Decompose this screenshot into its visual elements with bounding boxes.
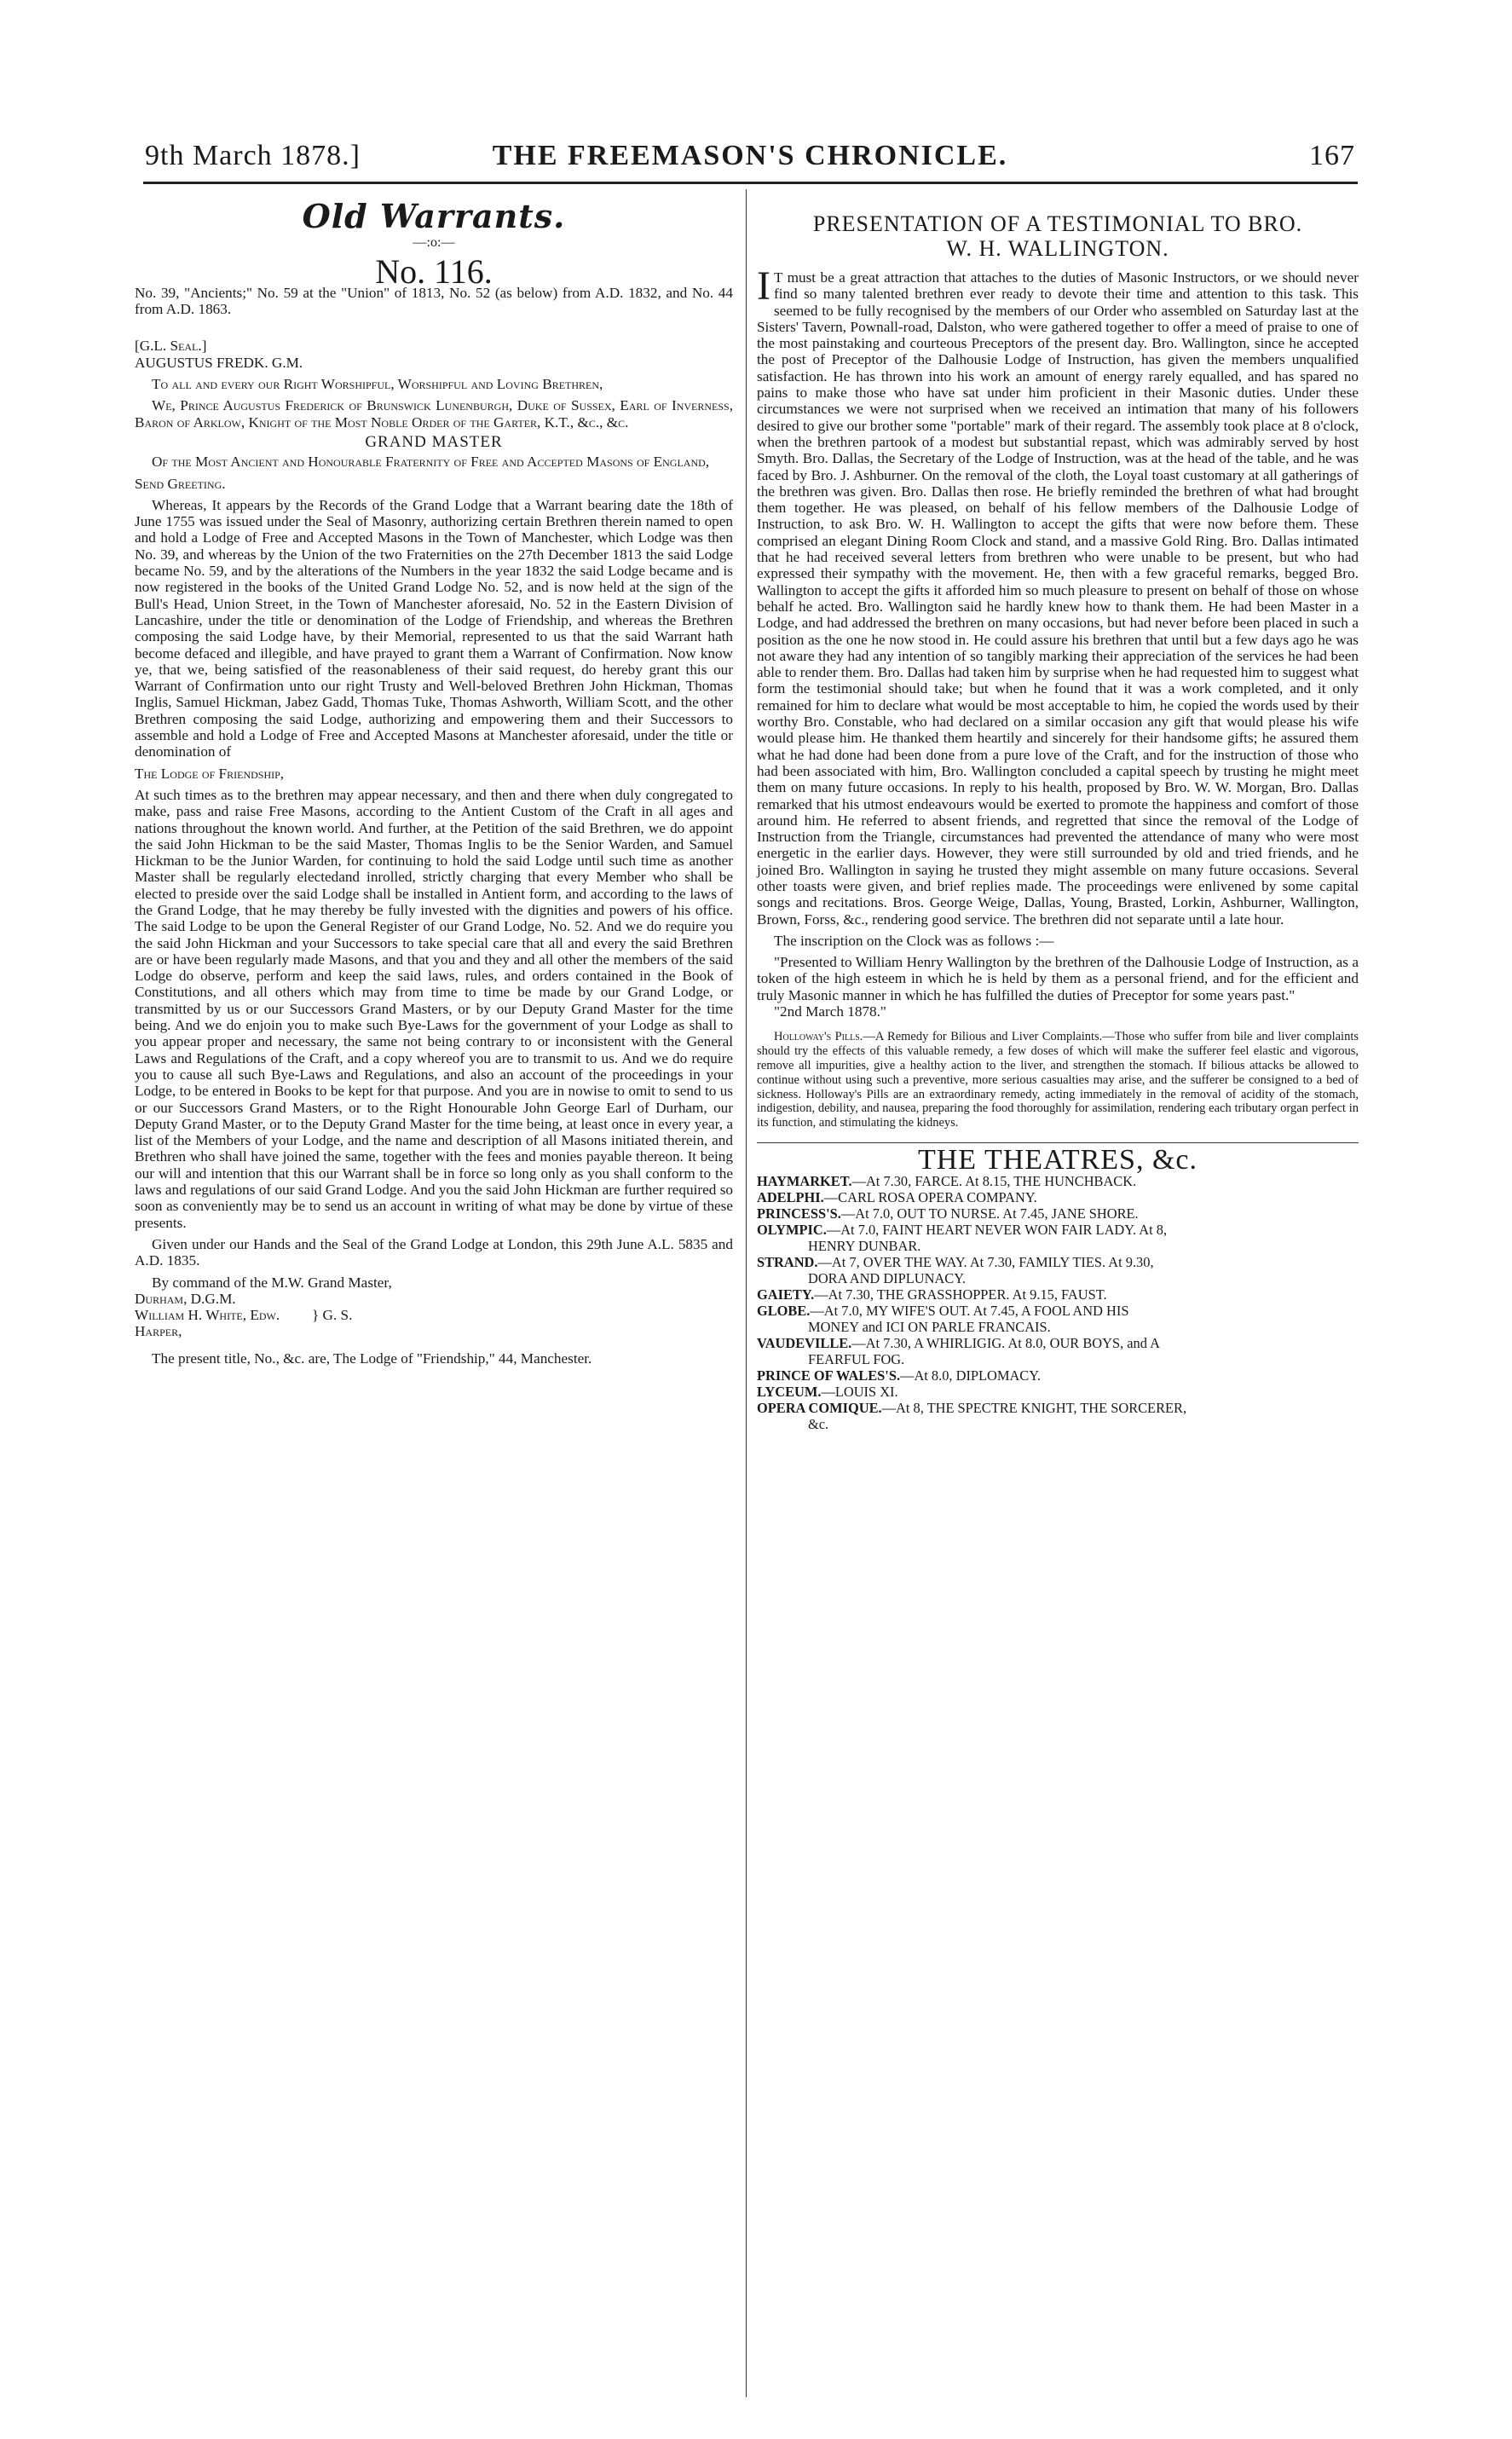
warrant-intro: No. 39, "Ancients;" No. 59 at the "Union" of 1813, No. 52 (as below) from A.D. 1832, and No. 44 from A.D. 1863. xyxy=(135,284,733,318)
drop-cap: I xyxy=(757,263,770,309)
theatre-program: —At 7, OVER THE WAY. At 7.30, FAMILY TIES. At 9.30, xyxy=(817,1254,1154,1271)
prince-titles: We, Prince Augustus Frederick of Brunswick Lunenburgh, Duke of Sussex, Earl of Inverness, Baron of Arklow, Knight of the Most Noble Order of the Garter, K.T., &c., &c. xyxy=(135,397,733,431)
theatre-list xyxy=(757,1173,1359,1432)
by-command: By command of the M.W. Grand Master, xyxy=(152,1274,392,1291)
theatre-program: —LOUIS XI. xyxy=(821,1384,898,1401)
ornament: —:o:— xyxy=(413,235,455,251)
theatre-listing xyxy=(757,1303,1359,1335)
article-title-line-1: PRESENTATION OF A TESTIMONIAL TO BRO. xyxy=(812,211,1303,236)
theatre-program: —At 8, THE SPECTRE KNIGHT, THE SORCERER, xyxy=(881,1400,1187,1417)
theatre-name: VAUDEVILLE. xyxy=(757,1335,852,1352)
issue-date: 9th March 1878.] xyxy=(145,140,361,171)
inscription-intro: The inscription on the Clock was as follows :— xyxy=(774,932,1054,949)
warrant-paragraph-1: Whereas, It appears by the Records of the Grand Lodge that a Warrant bearing date the 18th of June 1755 was issued under the Seal of Masonry, authorizing certain Brethren therein named to open and hold a Lodge of Free and Accepted Masons in the Town of Manchester, which Lodge was then No. 39, and whereas by the Union of the two Fraternities on the 27th December 1813 the said Lodge became No. 59, and by the alterations of the Numbers in the year 1832 the said Lodge became and is now registered in the books of the United Grand Lodge No. 52, and is now held at the sign of the Bull's Head, Union Street, in the Town of Manchester aforesaid, No. 52 in the Eastern Division of Lancashire, under the title or denomination of the Lodge of Friendship, and whereas the Brethren composing the said Lodge have, by their Memorial, represented to us that the said Warrant hath become defaced and illegible, and have prayed to grant them a Warrant of Confirmation. Now know ye, that we, being satisfied of the reasonableness of their said request, do hereby grant this our Warrant of Confirmation unto our right Trusty and Well-beloved Brethren John Hickman, Thomas Inglis, Samuel Hickman, Jabez Gadd, Thomas Tuke, Thomas Ashworth, William Scott, and the other Brethren composing the said Lodge, authorizing and empowering them and their Successors to assemble and hold a Lodge of Free and Accepted Masons at Manchester aforesaid, under the title or denomination of xyxy=(135,496,733,760)
warrant-paragraph-2: At such times as to the brethren may appear necessary, and then and there when duly congregated to make, pass and raise Free Masons, according to the Antient Custom of the Craft in all ages and nations throughout the known world. And further, at the Petition of the said Brethren, we do appoint the said John Hickman to be the said Master, Thomas Inglis to be the Senior Warden, and Samuel Hickman to be the Junior Warden, for continuing to hold the said Lodge until such time as another Master shall be regularly electedand inrolled, strictly charging that every Member who shall be elected to preside over the said Lodge shall be installed in Antient form, and according to the laws of the Grand Lodge, that he may thereby be fully invested with the dignities and powers of his office. The said Lodge to be upon the General Register of our Grand Lodge, No. 52. And we do require you the said John Hickman and your Successors to take special care that all and every the said Brethren are or have been regularly made Masons, and that you and they and all other the members of the said Lodge do observe, perform and keep the said laws, rules, and orders contained in the Book of Constitutions, and all others which may from time to time be made by our Grand Lodge, or transmitted by us or our Successors Grand Masters, or by our Deputy Grand Master for the time being. And we do enjoin you to make such Bye-Laws for the government of your Lodge as shall to you appear proper and necessary, the same not being contrary to or inconsistent with the General Laws and Regulations of the Craft, and a copy whereof you are to transmit to us. And we do require you to cause all such Bye-Laws and Regulations, and also an account of the proceedings in your Lodge, to be entered in Books to be kept for that purpose. And you are in nowise to omit to send to us or our Successors Grand Masters, or to the Right Honourable John George Earl of Durham, our Deputy Grand Master, or to the Deputy Grand Master for the time being, at least once in every year, a list of the Members of your Lodge, and the name and description of all Masons initiated therein, and Brethren who shall have joined the same, together with the fees and monies payable thereon. It being our will and intention that this our Warrant shall be in force so long only as you shall conform to the laws and regulations of our said Grand Lodge. And you the said John Hickman are further required so soon as conveniently may be to send us an account in writing of what may be done by virtue of these presents. xyxy=(135,786,733,1231)
signer-top: AUGUSTUS FREDK. G.M. xyxy=(135,354,303,371)
fraternity: Of the Most Ancient and Honourable Fraternity of Free and Accepted Masons of England, xyxy=(152,454,710,471)
theatre-listing xyxy=(757,1254,1359,1286)
theatre-listing xyxy=(757,1222,1359,1254)
theatre-name: STRAND. xyxy=(757,1254,818,1271)
theatre-name: GAIETY. xyxy=(757,1286,815,1303)
theatre-program-cont: &c. xyxy=(808,1416,829,1433)
theatre-program: —At 7.0, OUT TO NURSE. At 7.45, JANE SHORE. xyxy=(840,1205,1139,1222)
theatre-program-cont: FEARFUL FOG. xyxy=(808,1351,905,1368)
holloway-notice xyxy=(757,1030,1359,1130)
present-title: The present title, No., &c. are, The Lodge of "Friendship," 44, Manchester. xyxy=(152,1350,592,1367)
lodge-name: The Lodge of Friendship, xyxy=(135,765,285,782)
given-under: Given under our Hands and the Seal of the Grand Lodge at London, this 29th June A.L. 5835 and A.D. 1835. xyxy=(135,1235,733,1269)
theatre-program: —At 7.30, A WHIRLIGIG. At 8.0, OUR BOYS, and A xyxy=(851,1335,1160,1352)
seal-label: [G.L. Seal.] xyxy=(135,338,207,355)
masthead xyxy=(145,140,1355,176)
theatre-name: ADELPHI. xyxy=(757,1189,824,1206)
warrant-number: No. 116. xyxy=(375,251,493,291)
article-title-line-2: W. H. WALLINGTON. xyxy=(946,236,1169,261)
column-divider xyxy=(746,189,747,2397)
notice-heading: Holloway's Pills. xyxy=(774,1030,863,1044)
address: To all and every our Right Worshipful, Worshipful and Loving Brethren, xyxy=(152,376,603,393)
theatres-heading: THE THEATRES, &c. xyxy=(917,1143,1197,1176)
theatre-name: LYCEUM. xyxy=(757,1384,822,1401)
publication-title: THE FREEMASON'S CHRONICLE. xyxy=(492,140,1008,171)
theatre-listing xyxy=(757,1384,1359,1400)
theatre-name: PRINCESS'S. xyxy=(757,1205,841,1222)
grand-secretaries xyxy=(135,1307,733,1340)
theatre-listing xyxy=(757,1367,1359,1384)
theatres-rule xyxy=(757,1142,1359,1143)
theatre-program: —At 7.0, MY WIFE'S OUT. At 7.45, A FOOL AND HIS xyxy=(810,1303,1129,1320)
theatre-listing xyxy=(757,1400,1359,1432)
inscription-date: "2nd March 1878." xyxy=(774,1003,886,1020)
page-number: 167 xyxy=(1309,140,1355,171)
theatre-name: OPERA COMIQUE. xyxy=(757,1400,882,1417)
header-rule xyxy=(143,182,1358,184)
greeting: Send Greeting. xyxy=(135,475,226,492)
theatre-program: —CARL ROSA OPERA COMPANY. xyxy=(823,1189,1037,1206)
left-column xyxy=(135,197,733,1367)
theatre-listing xyxy=(757,1205,1359,1222)
theatre-name: PRINCE OF WALES'S. xyxy=(757,1367,901,1384)
section-title: Old Warrants. xyxy=(302,197,566,235)
article-title xyxy=(757,211,1359,261)
secretary-names: William H. White, Edw. Harper, xyxy=(135,1307,280,1340)
theatre-listing xyxy=(757,1286,1359,1303)
theatre-program: —At 8.0, DIPLOMACY. xyxy=(900,1367,1042,1384)
grand-master-heading: GRAND MASTER xyxy=(365,432,503,451)
theatre-listing xyxy=(757,1189,1359,1205)
article-text: T must be a great attraction that attaches to the duties of Masonic Instructors, or we should never find so many talented brethren ever ready to devote their time and attention to this task. This seemed to be fully recognised by the members of our Order who assembled on Saturday last at the Sisters' Tavern, Pownall-road, Dalston, who were gathered together to offer a meed of praise to one of the most painstaking and courteous Preceptors of the present day. Bro. Wallington, since he accepted the post of Preceptor of the Dalhousie Lodge of Instruction, has given the members unqualified satisfaction. He has thrown into his work an amount of energy rarely equalled, and has spared no pains to make those who have sat under him proficient in their Masonic duties. Under these circumstances we were not surprised when we received an intimation that many of his followers desired to give our brother some "portable" mark of their regard. The assembly took place at 8 o'clock, when the brethren partook of a modest but substantial repast, which was admirably served by host Smyth. Bro. Dallas, the Secretary of the Lodge of Instruction, was at the head of the table, and he was faced by Bro. J. Ashburner. On the removal of the cloth, the Loyal toast customary at all gatherings of the brethren was given. Bro. Dallas then rose. He briefly reminded the brethren of what had brought them together. He was pleased, on behalf of his fellow members of the Dalhousie Lodge of Instruction, to ask Bro. W. H. Wallington to accept the gifts that were now before them. These comprised an elegant Dining Room Clock and stand, and a massive Gold Ring. Bro. Dallas intimated that he had received several letters from brethren who were unable to be present, but who had expressed their sympathy with the movement. He, then with a few graceful remarks, begged Bro. Wallington to accept the gifts it afforded him so much pleasure to present on behalf of those on whose behalf he acted. Bro. Wallington said he hardly knew how to thank them. He had been Master in a Lodge, and had addressed the brethren on many occasions, but had never before been placed in such a position as the one he now stood in. He could assure his brethren that until but a few days ago he was not aware they had any intention of so tangibly marking their appreciation of the services he had been able to render them. Bro. Dallas had taken him by surprise when he had requested him to suggest what form the testimonial should take; but when he found that it was a work completed, and it only remained for him to declare what would be most acceptable to him, he copied the words used by their worthy Bro. Constable, who had declared on a similar occasion any gift that would please his wife would please him. He thanked them heartily and sincerely for their handsome gifts; he assured them what he had done had been done from a pure love of the Craft, and for the instruction of those who had been associated with him, Bro. Wallington concluded a capital speech by trusting he might meet them on many future occasions. In reply to his health, proposed by Bro. W. W. Morgan, Bro. Dallas remarked that his utmost endeavours would be exerted to promote the happiness and comfort of those around him. He referred to absent friends, and regretted that since the removal of the Lodge of Instruction from the Triangle, circumstances had prevented the attendance of many who were most energetic in the earlier days. However, they were still surrounded by old and tried friends, and he joined Bro. Wallington in saying he trusted they might assemble on many future occasions. Several other toasts were given, and brief replies made. The proceedings were enlivened by some capital songs and recitations. Bros. George Weige, Dallas, Young, Brasted, Lorkin, Ashburner, Wallington, Brown, Forss, &c., rendering good service. The brethren did not separate until a late hour. xyxy=(757,269,1359,928)
theatre-listing xyxy=(757,1173,1359,1189)
theatre-name: HAYMARKET. xyxy=(757,1173,852,1190)
theatre-name: OLYMPIC. xyxy=(757,1222,827,1239)
notice-text: —A Remedy for Bilious and Liver Complaints.—Those who suffer from bile and liver complaints should try the effects of this valuable remedy, a few doses of which will make the sufferer feel elastic and vigorous, remove all impurities, give a healthy action to the liver, and strengthen the stomach. If bilious attacks be allowed to continue without using such a preventive, more serious casualties may arise, and the sufferer be consigned to a bed of sickness. Holloway's Pills are an extraordinary remedy, acting immediately in the removal of acidity of the stomach, indigestion, debility, and nausea, preparing the food thoroughly for assimilation, rendering each tributary organ perfect in its function, and stimulating the kidneys. xyxy=(757,1030,1359,1130)
theatre-program-cont: DORA AND DIPLUNACY. xyxy=(808,1270,967,1287)
theatre-program-cont: HENRY DUNBAR. xyxy=(808,1238,921,1255)
gs-label: } G. S. xyxy=(312,1307,353,1324)
durham-signature: Durham, D.G.M. xyxy=(135,1290,236,1307)
theatre-program: —At 7.30, THE GRASSHOPPER. At 9.15, FAUST. xyxy=(814,1286,1107,1303)
theatre-name: GLOBE. xyxy=(757,1303,811,1320)
theatre-listing xyxy=(757,1335,1359,1367)
theatre-program: —At 7.30, FARCE. At 8.15, THE HUNCHBACK. xyxy=(851,1173,1137,1190)
inscription-text: "Presented to William Henry Wallington by the brethren of the Dalhousie Lodge of Instruction, as a token of the high esteem in which he is held by them as a personal friend, and for the efficient and truly Masonic manner in which he has fulfilled the duties of Preceptor for some years past." xyxy=(757,954,1359,1003)
article-body xyxy=(757,263,1359,928)
theatre-program-cont: MONEY and ICI ON PARLE FRANCAIS. xyxy=(808,1319,1051,1336)
right-column xyxy=(757,201,1359,1432)
theatre-program: —At 7.0, FAINT HEART NEVER WON FAIR LADY. At 8, xyxy=(826,1222,1168,1239)
